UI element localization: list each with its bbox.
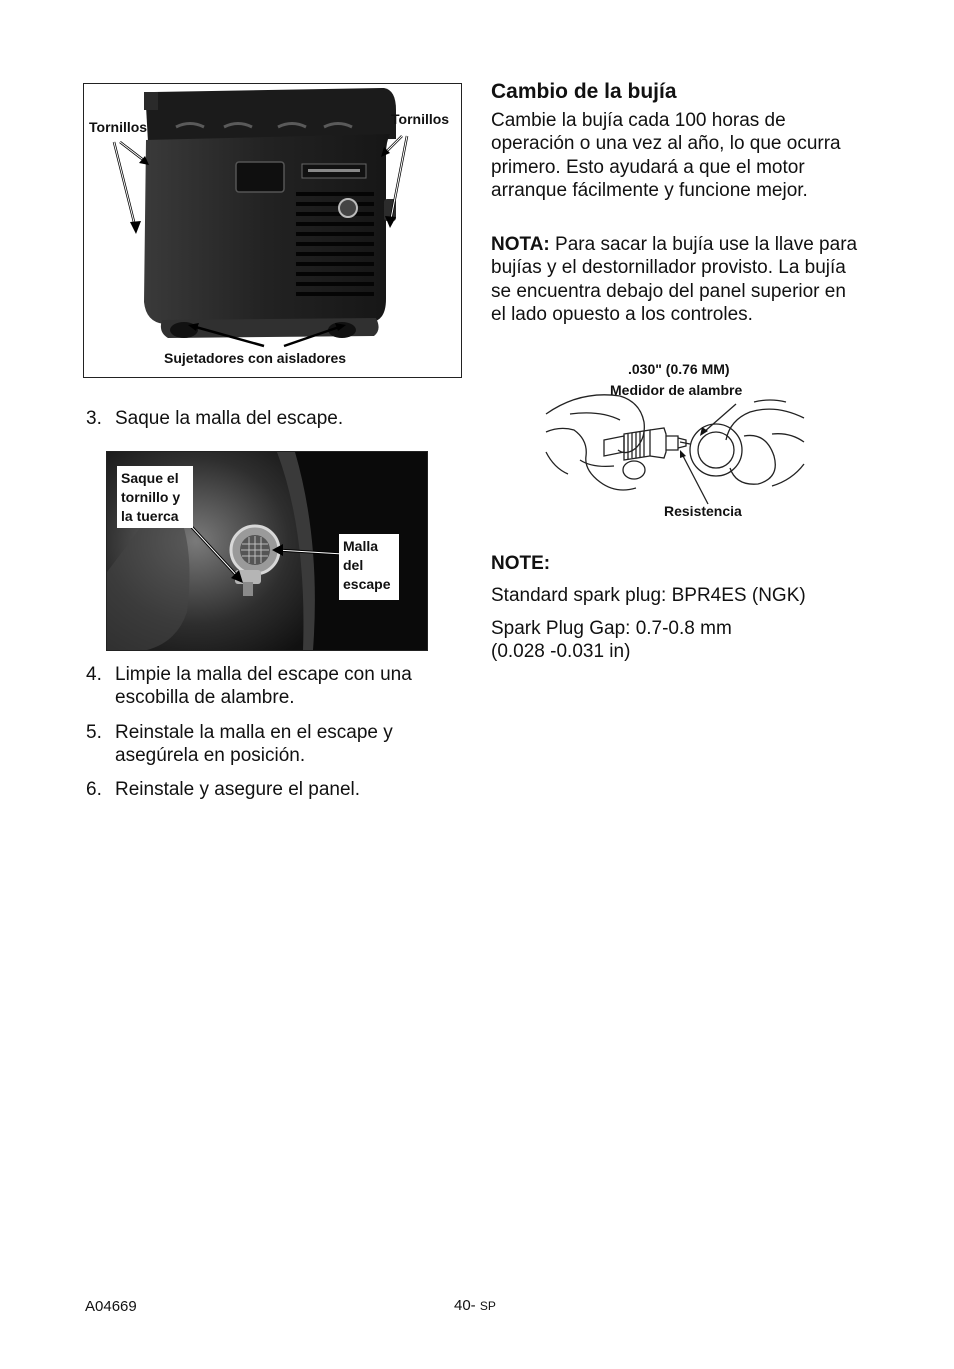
- footer-code: A04669: [85, 1298, 137, 1315]
- label-remove: Saque el tornillo y la tuerca: [121, 470, 181, 524]
- step-5: [86, 721, 458, 767]
- section-nota: [491, 233, 861, 326]
- step-number: 3.: [86, 408, 102, 429]
- label-screen-box: [339, 534, 399, 600]
- step-number: 6.: [86, 779, 102, 800]
- step-number: 4.: [86, 664, 102, 685]
- footer-page: [454, 1297, 496, 1314]
- label-wire-gauge: Medidor de alambre: [610, 382, 743, 398]
- label-screws-left: Tornillos: [89, 119, 148, 135]
- note-spark-plug: Standard spark plug: BPR4ES (NGK): [491, 585, 806, 606]
- page-language: SP: [479, 1299, 496, 1313]
- step-number: 5.: [86, 722, 102, 743]
- label-screws-right: Tornillos: [391, 111, 450, 127]
- label-screen: Malla del escape: [343, 538, 391, 592]
- page-number: 40-: [454, 1297, 476, 1314]
- step-3: [86, 407, 458, 430]
- step-text: Saque la malla del escape.: [115, 408, 344, 429]
- section-title: Cambio de la bujía: [491, 80, 677, 103]
- note-gap-line1: Spark Plug Gap: 0.7-0.8 mm: [491, 618, 732, 639]
- note-heading: NOTE:: [491, 553, 551, 574]
- figure-generator-housing: [83, 83, 462, 378]
- step-6: [86, 778, 458, 801]
- label-gap-size: .030" (0.76 MM): [628, 361, 730, 377]
- label-mounts: Sujetadores con aisladores: [164, 350, 347, 366]
- figure-exhaust-screen: [106, 451, 428, 651]
- label-resistor: Resistencia: [664, 503, 742, 519]
- label-remove-box: [117, 466, 193, 528]
- figure-spark-plug-gap: [540, 356, 810, 526]
- step-text: Reinstale y asegure el panel.: [115, 779, 361, 800]
- step-text: Reinstale la malla en el escape y asegúrela en posición.: [115, 722, 393, 766]
- step-4: [86, 663, 458, 709]
- nota-text: Para sacar la bujía use la llave para bujías y el destornillador provisto. La bujía se encuentra debajo del panel superior en el lado opuesto a los controles.: [491, 234, 858, 325]
- note-gap-line2: (0.028 -0.031 in): [491, 641, 631, 662]
- nota-label: NOTA:: [491, 234, 550, 255]
- section-intro: Cambie la bujía cada 100 horas de operación o una vez al año, lo que ocurra primero. Esto ayudará a que el motor arranque fácilmente y funcione mejor.: [491, 110, 841, 201]
- step-text: Limpie la malla del escape con una escobilla de alambre.: [115, 664, 412, 708]
